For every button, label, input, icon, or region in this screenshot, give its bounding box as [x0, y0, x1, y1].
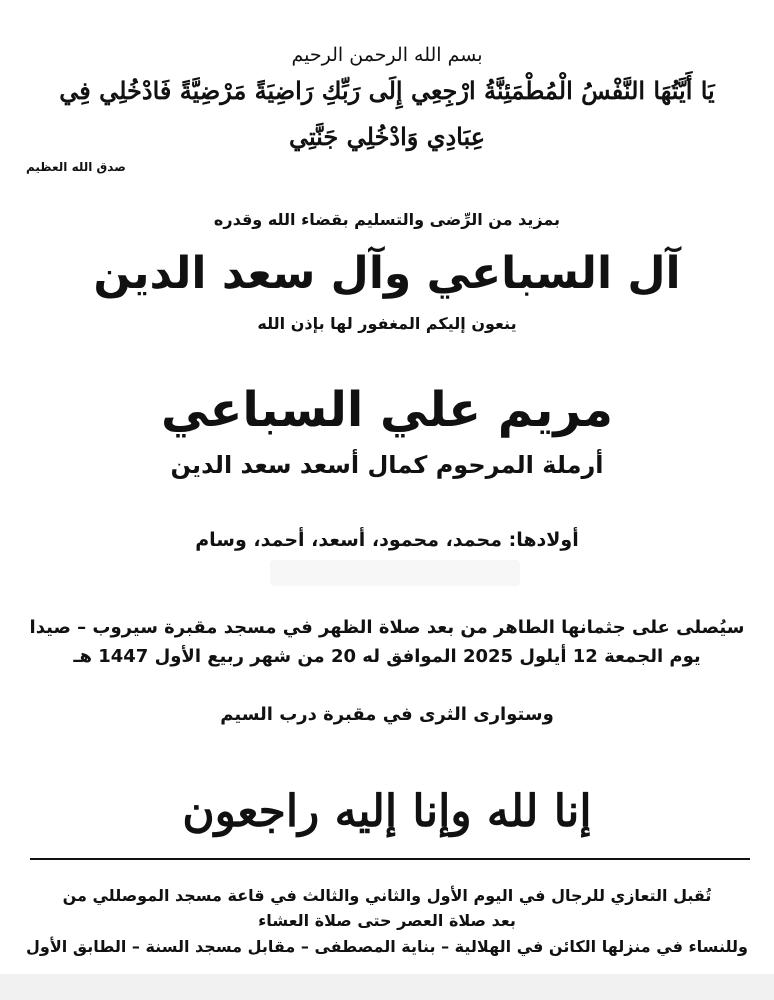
mourning-announcement: ينعون إليكم المغفور لها بإذن الله — [257, 314, 517, 333]
burial-line: وستوارى الثرى في مقبرة درب السيم — [220, 704, 554, 725]
quran-verse-line-1: يَا أَيَّتُهَا النَّفْسُ الْمُطْمَئِنَّةُ ارْجِعِي إِلَى رَبِّكِ رَاضِيَةً مَرْضِيَّةً فَادْخُلِي فِي — [59, 76, 715, 105]
basmala: بسم الله الرحمن الرحيم — [291, 44, 483, 66]
faded-line-area — [270, 560, 520, 586]
deceased-name: مريم علي السباعي — [161, 382, 613, 438]
family-names-heading: آل السباعي وآل سعد الدين — [93, 248, 681, 299]
children-list: أولادها: محمد، محمود، أسعد، أحمد، وسام — [195, 529, 579, 551]
inna-lillah-calligraphy: إنا لله وإنا إليه راجعون — [182, 786, 592, 837]
intro-text: بمزيد من الرِّضى والتسليم بقضاء الله وقدره — [213, 210, 561, 229]
deceased-relation: أرملة المرحوم كمال أسعد سعد الدين — [170, 451, 604, 479]
condolences-line-2: بعد صلاة العصر حتى صلاة العشاء — [258, 911, 516, 930]
quran-verse-line-2: عِبَادِي وَادْخُلِي جَنَّتِي — [288, 122, 486, 151]
funeral-prayer-line-1: سيُصلى على جثمانها الطاهر من بعد صلاة الظهر في مسجد مقبرة سيروب – صيدا — [29, 617, 745, 638]
condolences-line-1: تُقبل التعازي للرجال في اليوم الأول والثاني والثالث في قاعة مسجد الموصللي من — [62, 886, 712, 905]
funeral-prayer-line-2: يوم الجمعة 12 أيلول 2025 الموافق له 20 من شهر ربيع الأول 1447 هـ — [73, 646, 701, 667]
condolences-line-3: وللنساء في منزلها الكائن في الهلالية – بناية المصطفى – مقابل مسجد السنة – الطابق الأول — [26, 937, 748, 956]
bottom-margin-bar — [0, 974, 774, 1000]
sadaq-allah-text: صدق الله العظيم — [26, 160, 126, 174]
divider-line — [30, 858, 750, 860]
